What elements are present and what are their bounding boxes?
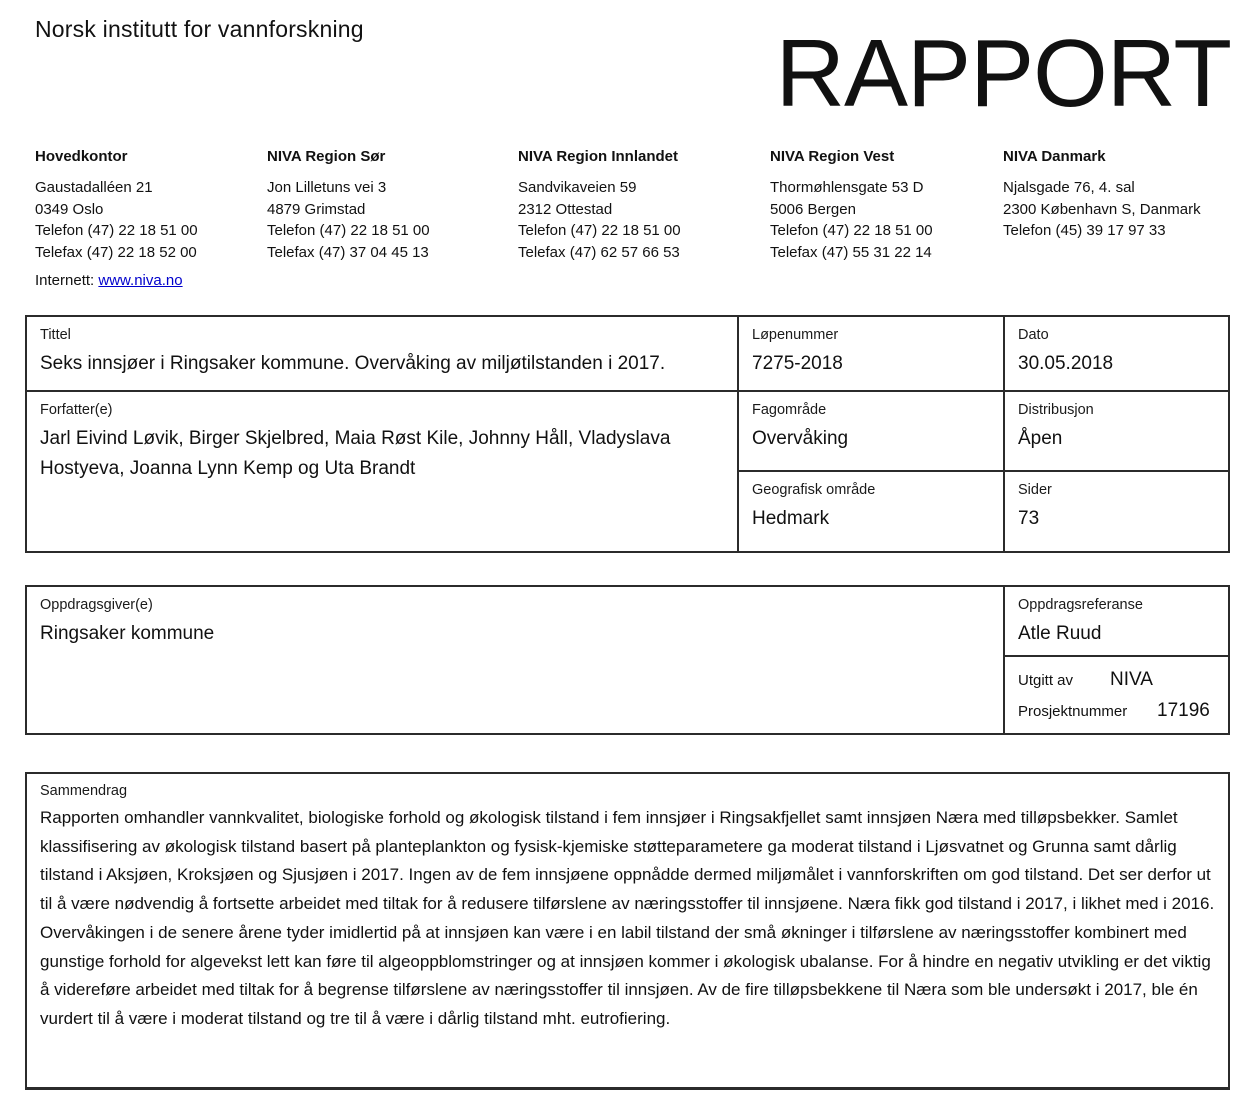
client-reference-label: Oppdragsreferanse xyxy=(1018,597,1143,613)
client-value: Ringsaker kommune xyxy=(40,623,215,644)
published-by-value: NIVA xyxy=(1110,669,1153,690)
serial-number-value: 7275-2018 xyxy=(752,353,843,374)
office-name: NIVA Region Innlandet xyxy=(518,148,678,165)
office-phone-line: Telefon (45) 39 17 97 33 xyxy=(1003,222,1166,239)
office-danmark xyxy=(1003,148,1238,242)
distribution-cell xyxy=(1005,392,1228,472)
report-title: RAPPORT xyxy=(775,20,1231,127)
niva-website-link[interactable]: www.niva.no xyxy=(98,272,183,289)
title-cell xyxy=(27,317,739,392)
office-address-line: 2312 Ottestad xyxy=(518,200,613,218)
office-phone-line: Telefon (47) 22 18 51 00 xyxy=(770,222,933,239)
office-address-line: 5006 Bergen xyxy=(770,200,856,218)
office-fax-line: Telefax (47) 55 31 22 14 xyxy=(770,243,932,261)
client-label: Oppdragsgiver(e) xyxy=(40,597,153,613)
summary-text: Rapporten omhandler vannkvalitet, biologiske forhold og økologisk tilstand i fem innsjøer i Ringsakfjellet samt innsjøen Næra med tilløpsbekker. Samlet klassifisering av økologisk tilstand basert på planteplankton og fysisk-kjemiske støtteparametere ga moderat tilstand i Ljøsvatnet og Grunna samt dårlig tilstand i Aksjøen, Kroksjøen og Sjusjøen i 2017. Ingen av de fem innsjøene oppnådde dermed miljømålet i vannforskriften om god tilstand. Det ser derfor ut til å være nødvendig å fortsette arbeidet med tiltak for å redusere tilførslene av næringsstoffer til innsjøene. Næra fikk god tilstand i 2017, i likhet med i 2016. Overvåkingen i de senere årene tyder imidlertid på at innsjøen kan være i en labil tilstand der små økninger i tilførslene av næringsstoffer kombinert med gunstige forhold for algevekst lett kan føre til algeoppblomstringer og at innsjøen kommer i økologisk ubalanse. For å hindre en negativ utvikling er det viktig å videreføre arbeidet med tiltak for å begrense tilførslene av næringsstoffer til innsjøen. Av de fire tilløpsbekkene til Næra som ble undersøkt i 2017, ble én vurdert til å være i moderat tilstand og tre til å være i dårlig tilstand mht. eutrofiering. xyxy=(40,808,1215,1028)
office-phone-line: Telefon (47) 22 18 51 00 xyxy=(267,222,430,239)
date-value: 30.05.2018 xyxy=(1018,353,1114,374)
organization-name: Norsk institutt for vannforskning xyxy=(35,16,364,42)
pages-cell xyxy=(1005,472,1228,551)
geographic-area-cell xyxy=(739,472,1005,551)
geographic-area-value: Hedmark xyxy=(752,508,830,529)
office-address-line: Gaustadalléen 21 xyxy=(35,179,153,196)
office-address-line: Njalsgade 76, 4. sal xyxy=(1003,179,1135,196)
distribution-label: Distribusjon xyxy=(1018,402,1094,418)
office-phone-line: Telefon (47) 22 18 51 00 xyxy=(35,222,198,239)
office-name: NIVA Region Sør xyxy=(267,148,386,165)
project-number-label: Prosjektnummer xyxy=(1018,703,1128,720)
office-fax-line: Telefax (47) 37 04 45 13 xyxy=(267,243,429,261)
office-region-sor xyxy=(267,148,502,263)
client-reference-value: Atle Ruud xyxy=(1018,623,1102,644)
internet-label: Internett: xyxy=(35,272,95,289)
office-address-line: Jon Lilletuns vei 3 xyxy=(267,179,387,196)
pages-label: Sider xyxy=(1018,482,1052,498)
publisher-cell xyxy=(1005,657,1228,733)
client-table xyxy=(25,585,1230,735)
office-address-line: Sandvikaveien 59 xyxy=(518,179,637,196)
office-region-vest xyxy=(770,148,1005,263)
published-by-row xyxy=(1018,669,1215,691)
summary-box xyxy=(25,772,1230,1090)
office-name: NIVA Danmark xyxy=(1003,148,1106,165)
project-number-row xyxy=(1018,700,1215,722)
project-number-value: 17196 xyxy=(1157,700,1210,721)
field-cell xyxy=(739,392,1005,472)
report-info-table xyxy=(25,315,1230,553)
office-address-line: 2300 København S, Danmark xyxy=(1003,200,1201,218)
serial-number-label: Løpenummer xyxy=(752,327,839,343)
authors-label: Forfatter(e) xyxy=(40,402,113,418)
office-hovedkontor xyxy=(35,148,270,263)
office-address-line: Thormøhlensgate 53 D xyxy=(770,179,924,196)
office-name: Hovedkontor xyxy=(35,148,128,165)
date-label: Dato xyxy=(1018,327,1049,343)
pages-value: 73 xyxy=(1018,508,1040,529)
serial-number-cell xyxy=(739,317,1005,392)
office-address-line: 4879 Grimstad xyxy=(267,200,366,218)
office-fax-line: Telefax (47) 22 18 52 00 xyxy=(35,243,197,261)
field-label: Fagområde xyxy=(752,402,827,418)
internet-line xyxy=(35,272,183,289)
client-reference-cell xyxy=(1005,587,1228,657)
office-fax-line: Telefax (47) 62 57 66 53 xyxy=(518,243,680,261)
authors-value: Jarl Eivind Løvik, Birger Skjelbred, Maia Røst Kile, Johnny Håll, Vladyslava Hostyeva, Joanna Lynn Kemp og Uta Brandt xyxy=(40,428,671,479)
office-name: NIVA Region Vest xyxy=(770,148,895,165)
published-by-label: Utgitt av xyxy=(1018,672,1074,689)
office-region-innlandet xyxy=(518,148,753,263)
client-cell xyxy=(27,587,1005,733)
field-value: Overvåking xyxy=(752,428,849,449)
date-cell xyxy=(1005,317,1228,392)
summary-label: Sammendrag xyxy=(40,783,128,799)
office-address-line: 0349 Oslo xyxy=(35,200,104,218)
geographic-area-label: Geografisk område xyxy=(752,482,876,498)
title-label: Tittel xyxy=(40,327,71,343)
distribution-value: Åpen xyxy=(1018,428,1063,449)
authors-cell xyxy=(27,392,739,551)
title-value: Seks innsjøer i Ringsaker kommune. Overvåking av miljøtilstanden i 2017. xyxy=(40,353,666,374)
office-phone-line: Telefon (47) 22 18 51 00 xyxy=(518,222,681,239)
